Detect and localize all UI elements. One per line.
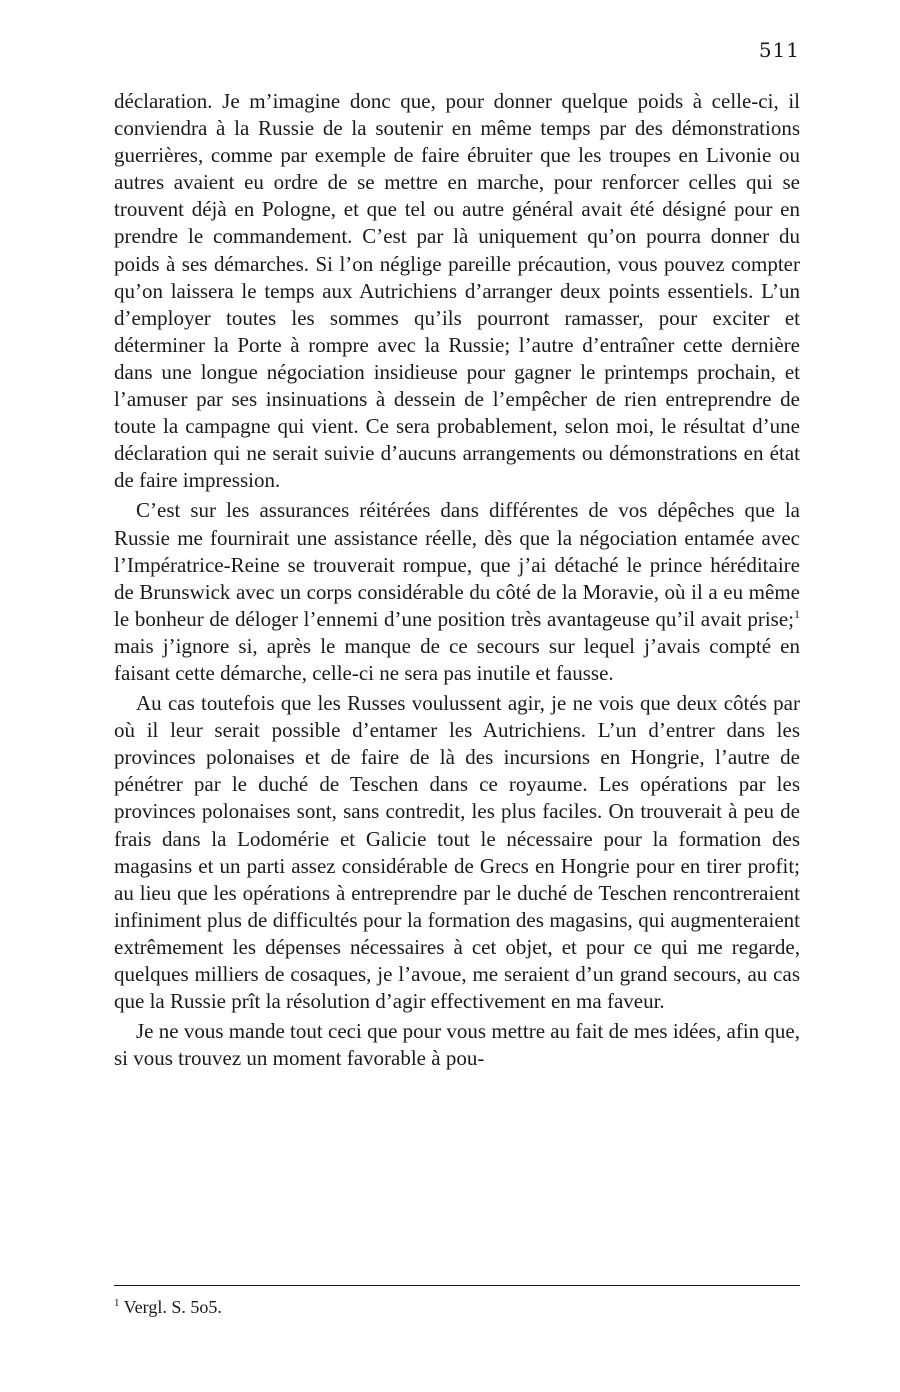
paragraph-4: Je ne vous mande tout ceci que pour vous mettre au fait de mes idées, afin que, si vous trouvez un moment favorable à pou-	[114, 1019, 800, 1071]
footnote	[114, 1292, 222, 1318]
paragraph-2-text-a: C’est sur les assurances réitérées dans différentes de vos dépêches que la Russie me fournirait une assistance réelle, dès que la négociation entamée avec l’Impératrice-Reine se trouverait rompue, que j’ai détaché le prince héréditaire de Brunswick avec un corps considérable du côté de la Moravie, où il a eu même le bonheur de déloger l’ennemi d’une position très avantageuse qu’il avait prise;	[114, 498, 800, 631]
main-text	[114, 88, 800, 1075]
paragraph-3: Au cas toutefois que les Russes voulussent agir, je ne vois que deux côtés par où il leur serait possible d’entamer les Autrichiens. L’un d’entrer dans les provinces polonaises et de faire de là des incursions en Hongrie, l’autre de pénétrer par le duché de Teschen dans ce royaume. Les opérations par les provinces polonaises sont, sans contredit, les plus faciles. On trouverait à peu de frais dans la Lodomérie et Galicie tout le nécessaire pour la formation des magasins et un parti assez considérable de Grecs en Hongrie pour en tirer profit; au lieu que les opérations à entreprendre par le duché de Teschen rencontreraient infiniment plus de difficultés pour la formation des magasins, qui augmenteraient extrêmement les dépenses nécessaires à cet objet, et pour ce qui me regarde, quelques milliers de cosaques, je l’avoue, me seraient d’un grand secours, au cas que la Russie prît la résolution d’agir effectivement en ma faveur.	[114, 691, 800, 1014]
paragraph-2	[114, 497, 800, 687]
footnote-divider	[114, 1285, 800, 1286]
footnote-mark: 1	[114, 1297, 120, 1309]
footnote-text: Vergl. S. 5o5.	[119, 1297, 222, 1317]
paragraph-2-text-b: mais j’ignore si, après le manque de ce secours sur lequel j’avais compté en faisant cette démarche, celle-ci ne sera pas inutile et fausse.	[114, 633, 800, 685]
footnote-reference: 1	[794, 606, 800, 621]
page-number: 511	[758, 38, 800, 62]
paragraph-1: déclaration. Je m’imagine donc que, pour donner quelque poids à celle-ci, il conviendra à la Russie de la soutenir en même temps par des démonstrations guerrières, comme par exemple de faire ébruiter que les troupes en Livonie ou autres avaient eu ordre de se mettre en marche, pour renforcer celles qui se trouvent déjà en Pologne, et que tel ou autre général avait été désigné pour en prendre le commandement. C’est par là uniquement qu’on pourra donner du poids à ses démarches. Si l’on néglige pareille précaution, vous pouvez compter qu’on laissera le temps aux Autrichiens d’arranger deux points essentiels. L’un d’employer toutes les sommes qu’ils pourront ramasser, pour exciter et déterminer la Porte à rompre avec la Russie; l’autre d’entraîner cette dernière dans une longue négociation insidieuse pour gagner le printemps prochain, et l’amuser par ses insinuations à dessein de l’empêcher de rien entreprendre de toute la campagne qui vient. Ce sera probablement, selon moi, le résultat d’une déclaration qui ne serait suivie d’aucuns arrangements ou démonstrations en état de faire impression.	[114, 89, 800, 493]
